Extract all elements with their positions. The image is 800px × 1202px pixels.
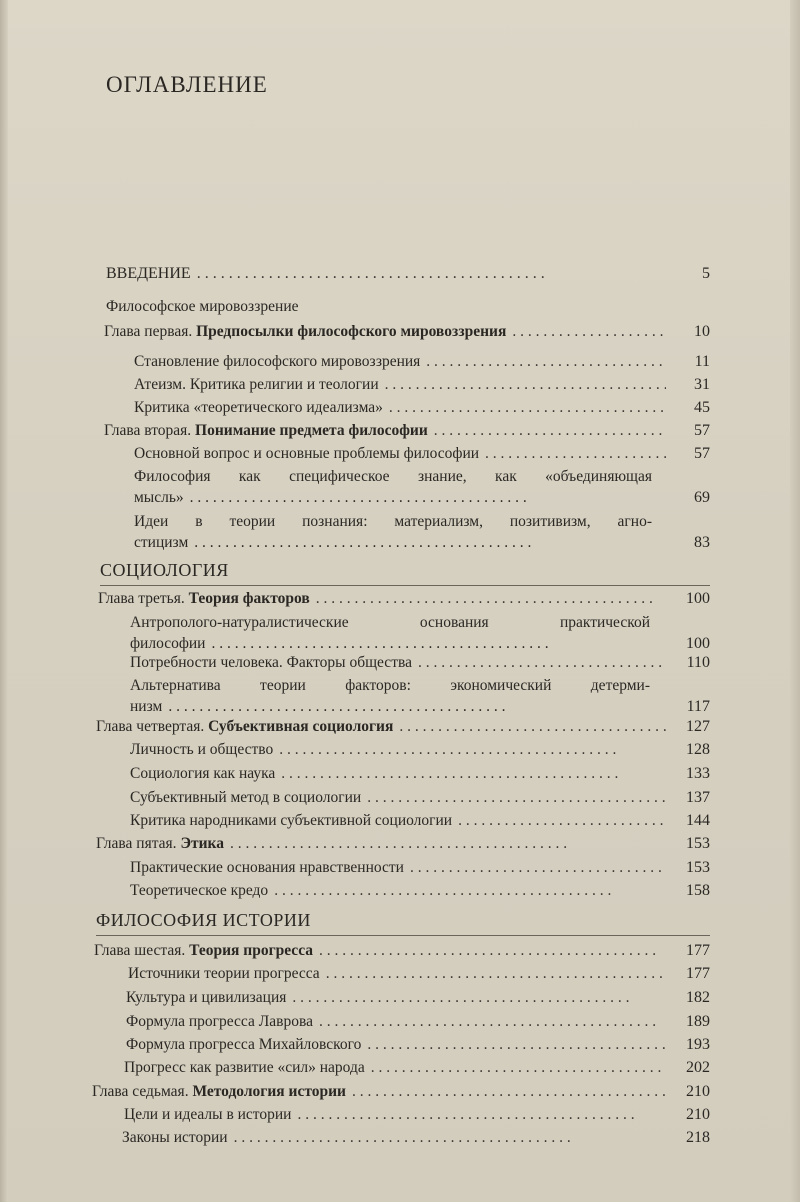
page-number: 10 (694, 323, 710, 340)
dot-leader (412, 653, 666, 673)
toc-entry-chapter-2[interactable]: Глава вторая. Понимание предмета философии . . . 57 (104, 421, 710, 441)
toc-entry-chapter-1[interactable] (104, 322, 710, 342)
toc-entry-chapter-3[interactable]: Глава третья. Теория факторов . . . 100 (98, 589, 710, 609)
toc-entry[interactable]: Идеи в теории познания: материализм, позитивизм, агно- стицизм . . . 83 (134, 511, 710, 553)
dot-leader (162, 696, 666, 717)
toc-entry[interactable]: Альтернатива теории факторов: экономический детерми- низм . . . 117 (130, 675, 710, 717)
toc-entry[interactable]: Социология как наука . . . 133 (130, 764, 710, 784)
toc-entry[interactable]: Формула прогресса Михайловского . . . 193 (126, 1035, 710, 1055)
page-number: 5 (702, 265, 710, 282)
toc-entry[interactable]: Личность и общество . . . 128 (130, 740, 710, 760)
page-spine-shadow (0, 0, 8, 1202)
dot-leader (393, 717, 666, 737)
dot-leader (291, 1105, 666, 1125)
dot-leader (346, 1082, 666, 1102)
dot-leader (273, 740, 666, 760)
toc-entry[interactable]: Атеизм. Критика религии и теологии . . . 31 (134, 375, 710, 395)
toc-entry[interactable]: Потребности человека. Факторы общества . . . 110 (130, 653, 710, 673)
dot-leader (313, 941, 666, 961)
dot-leader (191, 264, 666, 284)
dot-leader (361, 788, 666, 808)
entry-title: Глава первая. Предпосылки философского мировоззрения (104, 323, 507, 340)
dot-leader (205, 633, 666, 654)
dot-leader (188, 532, 666, 553)
dot-leader (428, 421, 666, 441)
toc-entry[interactable]: Прогресс как развитие «сил» народа . . . 202 (124, 1058, 710, 1078)
dot-leader (404, 858, 666, 878)
dot-leader (286, 988, 666, 1008)
section-title: СОЦИОЛОГИЯ (100, 560, 229, 580)
section-title: ФИЛОСОФИЯ ИСТОРИИ (96, 910, 311, 930)
dot-leader (365, 1058, 666, 1078)
divider (100, 585, 710, 586)
toc-entry[interactable]: Философия как специфическое знание, как «объединяющая мысль» . . . 69 (134, 466, 710, 508)
page-edge (790, 0, 800, 1202)
toc-entry[interactable]: Антрополого-натуралистические основания практической философии . . . 100 (130, 612, 710, 654)
dot-leader (320, 964, 666, 984)
toc-entry[interactable]: Основной вопрос и основные проблемы философии . . . 57 (134, 444, 710, 464)
toc-entry-chapter-6[interactable]: Глава шестая. Теория прогресса . . . 177 (94, 941, 710, 961)
dot-leader (275, 764, 666, 784)
dot-leader (506, 322, 666, 342)
dot-leader (361, 1035, 666, 1055)
toc-entry[interactable]: Цели и идеалы в истории . . . 210 (124, 1105, 710, 1125)
page-title: ОГЛАВЛЕНИЕ (106, 72, 268, 97)
dot-leader (479, 444, 666, 464)
dot-leader (224, 834, 666, 854)
part-title: Философское мировоззрение (106, 298, 299, 315)
toc-entry[interactable]: Практические основания нравственности . . . 153 (130, 858, 710, 878)
toc-entry[interactable]: Теоретическое кредо . . . 158 (130, 881, 710, 901)
toc-entry-intro[interactable] (106, 264, 710, 284)
toc-entry[interactable]: Культура и цивилизация . . . 182 (126, 988, 710, 1008)
dot-leader (184, 487, 666, 508)
dot-leader (379, 375, 666, 395)
dot-leader (420, 352, 666, 372)
dot-leader (268, 881, 666, 901)
toc-entry[interactable]: Формула прогресса Лаврова . . . 189 (126, 1012, 710, 1032)
toc-entry[interactable]: Критика «теоретического идеализма» . . . 45 (134, 398, 710, 418)
toc-entry[interactable]: Источники теории прогресса . . . 177 (128, 964, 710, 984)
toc-entry[interactable]: Субъективный метод в социологии . . . 137 (130, 788, 710, 808)
entry-title: ВВЕДЕНИЕ (106, 265, 191, 282)
dot-leader (310, 589, 666, 609)
dot-leader (313, 1012, 666, 1032)
toc-entry-chapter-7[interactable]: Глава седьмая. Методология истории . . . 210 (92, 1082, 710, 1102)
dot-leader (383, 398, 666, 418)
dot-leader (228, 1128, 666, 1148)
toc-entry-chapter-4[interactable]: Глава четвертая. Субъективная социология . . . 127 (96, 717, 710, 737)
dot-leader (452, 811, 666, 831)
toc-entry-chapter-5[interactable]: Глава пятая. Этика . . . 153 (96, 834, 710, 854)
toc-entry[interactable]: Становление философского мировоззрения . . . 11 (134, 352, 710, 372)
divider (96, 935, 710, 936)
toc-entry[interactable]: Законы истории . . . 218 (122, 1128, 710, 1148)
toc-entry[interactable]: Критика народниками субъективной социологии . . . 144 (130, 811, 710, 831)
